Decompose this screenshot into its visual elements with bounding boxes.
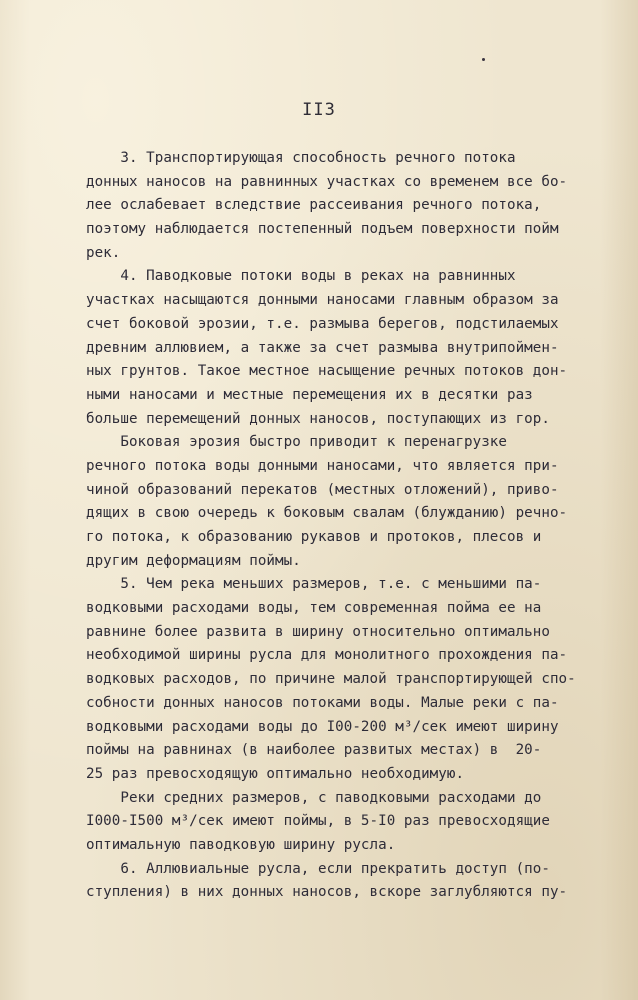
text-line: участках насыщаются донными наносами главным образом за — [86, 292, 559, 309]
stray-ink-dot — [482, 58, 485, 61]
text-line: 4. Паводковые потоки воды в реках на равнинных — [86, 268, 516, 285]
text-line: 25 раз превосходящую оптимально необходимую. — [86, 765, 465, 782]
page-number: II3 — [302, 100, 336, 120]
text-line: 6. Аллювиальные русла, если прекратить доступ (по- — [86, 860, 550, 877]
text-line: 3. Транспортирующая способность речного потока — [86, 150, 516, 166]
text-line: собности донных наносов потоками воды. Малые реки с па- — [86, 694, 559, 711]
text-line: го потока, к образованию рукавов и протоков, плесов и — [86, 529, 542, 545]
text-line: речного потока воды донными наносами, что является при- — [86, 457, 559, 474]
text-line: ных грунтов. Такое местное насыщение речных потоков дон- — [86, 363, 568, 380]
text-line: больше перемещений донных наносов, поступающих из гор. — [86, 410, 550, 427]
text-line: лее ослабевает вследствие рассеивания речного потока, — [86, 197, 542, 214]
text-line: оптимальную паводковую ширину русла. — [86, 836, 396, 853]
text-line: I000-I500 м³/сек имеют поймы, в 5-I0 раз превосходящие — [86, 813, 550, 830]
text-line: чиной образований перекатов (местных отложений), приво- — [86, 481, 559, 498]
text-line: необходимой ширины русла для монолитного прохождения па- — [86, 647, 568, 664]
text-line: 5. Чем река меньших размеров, т.е. с меньшими па- — [86, 576, 542, 593]
text-line: рек. — [86, 244, 121, 261]
text-line: дящих в свою очередь к боковым свалам (блужданию) речно- — [86, 505, 568, 522]
text-line: водковыми расходами воды до I00-200 м³/сек имеют ширину — [86, 718, 559, 735]
text-line: ступления) в них донных наносов, вскоре заглубляются пу- — [86, 884, 568, 901]
text-line: донных наносов на равнинных участках со временем все бо- — [86, 173, 568, 190]
text-line: равнине более развита в ширину относительно оптимально — [86, 623, 550, 640]
text-line: водковых расходов, по причине малой транспортирующей спо- — [86, 671, 576, 688]
text-line: ными наносами и местные перемещения их в десятки раз — [86, 386, 533, 403]
text-line: поэтому наблюдается постепенный подъем поверхности пойм — [86, 221, 559, 238]
text-line: водковыми расходами воды, тем современная пойма ее на — [86, 600, 542, 617]
text-line: поймы на равнинах (в наиболее развитых местах) в 20- — [86, 742, 542, 759]
text-line: счет боковой эрозии, т.е. размыва берегов, подстилаемых — [86, 315, 559, 332]
text-line: древним аллювием, а также за счет размыва внутрипоймен- — [86, 339, 559, 356]
text-line: другим деформациям поймы. — [86, 552, 301, 569]
text-line: Боковая эрозия быстро приводит к перенагрузке — [86, 434, 507, 451]
text-line: Реки средних размеров, с паводковыми расходами до — [86, 789, 542, 806]
body-text — [86, 147, 576, 905]
